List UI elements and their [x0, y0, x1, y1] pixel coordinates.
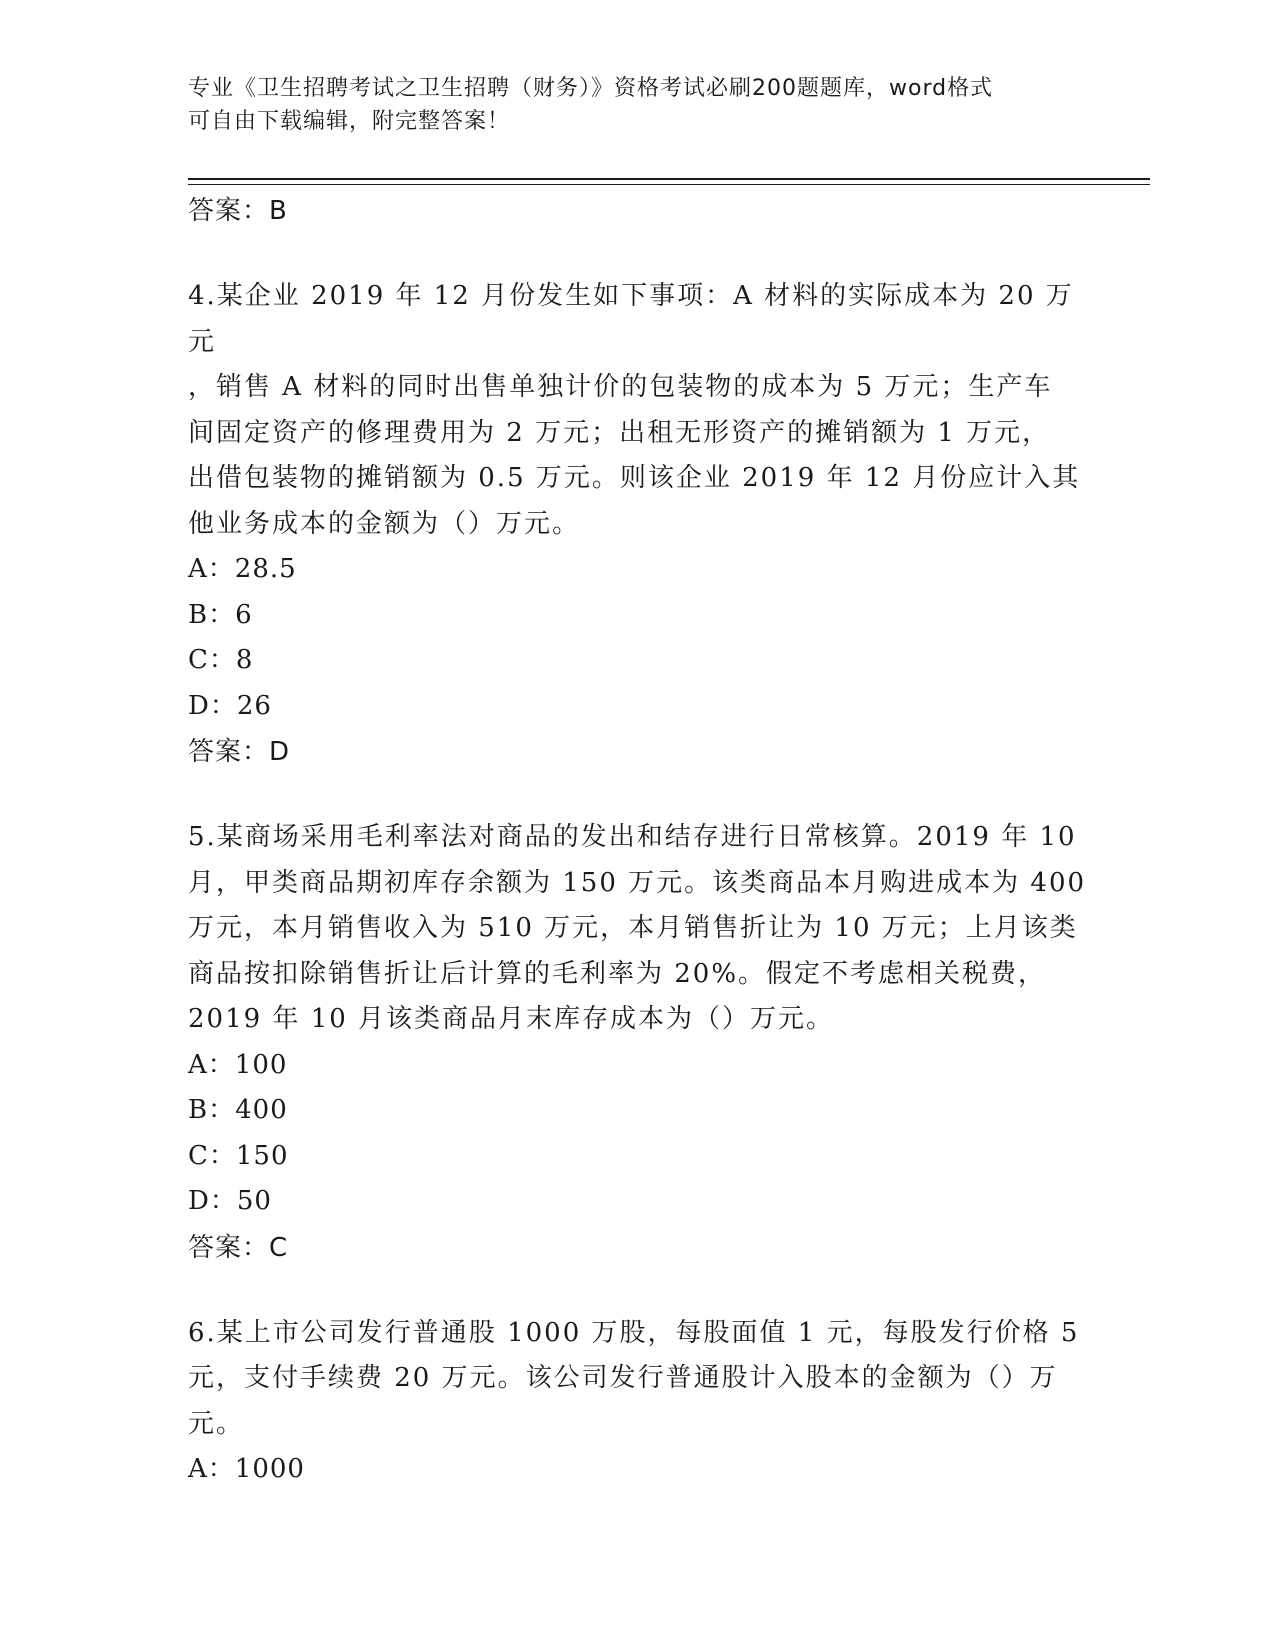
question-text-line: 5.某商场采用毛利率法对商品的发出和结存进行日常核算。2019 年 10 [188, 822, 1077, 852]
question-text-line: 万元，本月销售收入为 510 万元，本月销售折让为 10 万元；上月该类 [188, 913, 1078, 943]
answer-line-q5: 答案：C [188, 1232, 289, 1263]
question-text-line: 商品按扣除销售折让后计算的毛利率为 20%。假定不考虑相关税费， [188, 958, 1047, 989]
question-4 [188, 274, 1088, 775]
answer-line-q4: 答案：D [188, 737, 291, 767]
option-c: C：8 [188, 645, 254, 675]
option-d: D：50 [188, 1186, 272, 1216]
question-text-line: 他业务成本的金额为（）万元。 [188, 508, 581, 539]
option-a: A：1000 [188, 1454, 305, 1484]
question-4-text [188, 274, 1088, 547]
question-text-line: 间固定资产的修理费用为 2 万元；出租无形资产的摊销额为 1 万元， [188, 417, 1051, 448]
question-text-line: 元。 [188, 1408, 245, 1439]
question-list [188, 188, 1088, 1493]
header-rule-thick [188, 178, 1150, 180]
option-b: B：400 [188, 1095, 288, 1125]
header-line-1: 专业《卫生招聘考试之卫生招聘（财务）》资格考试必刷200题题库，word格式 [188, 76, 994, 101]
question-5 [188, 815, 1088, 1271]
question-text-line: ，销售 A 材料的同时出售单独计价的包装物的成本为 5 万元；生产车 [188, 372, 1053, 402]
question-6-text [188, 1311, 1088, 1448]
question-text-line: 6.某上市公司发行普通股 1000 万股，每股面值 1 元，每股发行价格 5 [188, 1317, 1080, 1348]
option-b: B：6 [188, 599, 253, 630]
option-a: A：100 [188, 1049, 288, 1080]
option-c: C：150 [188, 1140, 289, 1171]
page-header [188, 72, 1068, 138]
answer-line-q3: 答案：B [188, 196, 288, 226]
question-text-line: 月，甲类商品期初库存余额为 150 万元。该类商品本月购进成本为 400 [188, 867, 1087, 898]
option-a: A：28.5 [188, 554, 297, 584]
question-text-line: 出借包装物的摊销额为 0.5 万元。则该企业 2019 年 12 月份应计入其 [188, 463, 1081, 493]
header-line-2: 可自由下载编辑，附完整答案！ [188, 109, 511, 134]
question-text-line: 4.某企业 2019 年 12 月份发生如下事项：A 材料的实际成本为 20 万元 [188, 281, 1074, 357]
question-text-line: 2019 年 10 月该类商品月末库存成本为（）万元。 [188, 1004, 835, 1034]
question-6 [188, 1311, 1088, 1493]
question-5-text [188, 815, 1088, 1043]
header-rule-thin [188, 184, 1150, 185]
question-text-line: 元，支付手续费 20 万元。该公司发行普通股计入股本的金额为（）万 [188, 1363, 1058, 1393]
option-d: D：26 [188, 690, 272, 721]
